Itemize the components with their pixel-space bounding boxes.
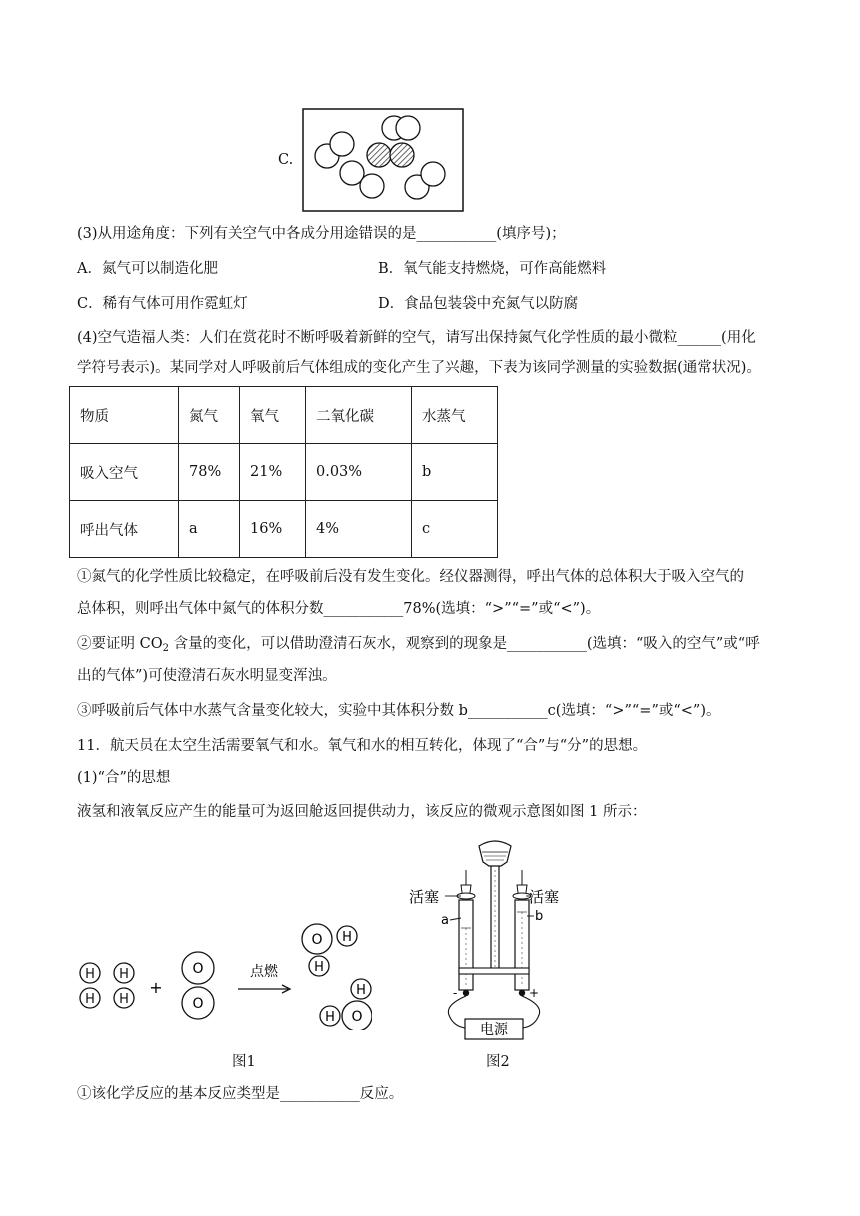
atom-o: O [192, 996, 204, 1012]
left-valve-label: 活塞 [409, 888, 440, 906]
sub2-line2: 出的气体”)可使澄清石灰水明显变浑浊。 [77, 668, 337, 684]
minus-label: - [453, 986, 458, 1000]
table-cell: 吸入空气 [70, 444, 179, 501]
ignite-label: 点燃 [250, 964, 278, 980]
figure-2-caption: 图2 [486, 1054, 510, 1070]
table-cell: 4% [306, 501, 412, 558]
atom-h: H [85, 992, 95, 1007]
sub2-line1 [77, 634, 760, 659]
power-supply-label: 电源 [480, 1022, 508, 1038]
breath-data-table [69, 386, 498, 558]
label-a: a [441, 913, 449, 928]
atom-h: H [342, 930, 352, 945]
sub1-line1: ①氮气的化学性质比较稳定，在呼吸前后没有发生变化。经仪器测得，呼出气体的总体积大于吸入空气的 [77, 569, 744, 585]
q11-intro: 液氢和液氧反应产生的能量可为返回舱返回提供动力，该反应的微观示意图如图 1 所示： [77, 804, 647, 820]
label-b: b [535, 909, 544, 924]
negative-electrode [463, 990, 469, 996]
sub3-line: ③呼吸前后气体中水蒸气含量变化较大，实验中其体积分数 b___________c(选填：“>”“=”或“<”)。 [77, 703, 721, 719]
table-cell: b [412, 444, 498, 501]
plus-sign: + [149, 978, 163, 997]
atom-h: H [356, 983, 366, 998]
option-c-molecule-figure [302, 108, 464, 212]
q4-line2: 学符号表示)。某同学对人呼吸前后气体组成的变化产生了兴趣，下表为该同学测量的实验数据(通常状况)。 [77, 360, 761, 376]
sub2-text-a: ②要证明 CO [77, 636, 163, 652]
co2-subscript: 2 [162, 643, 169, 654]
water-reservoir [479, 841, 511, 866]
table-header-cell: 氮气 [179, 387, 240, 444]
atom-h: H [119, 967, 129, 982]
table-row [70, 501, 498, 558]
figure-2-electrolysis [405, 830, 575, 1045]
table-header-cell: 水蒸气 [412, 387, 498, 444]
q3-option-d: D．食品包装袋中充氮气以防腐 [378, 296, 579, 312]
q3-option-c: C．稀有气体可用作霓虹灯 [77, 296, 248, 312]
table-cell: 呼出气体 [70, 501, 179, 558]
option-c-label: C. [278, 152, 294, 168]
reaction-arrow [238, 985, 290, 993]
atom-o: O [192, 961, 204, 977]
atom-h: H [85, 967, 95, 982]
sub1-line2: 总体积，则呼出气体中氮气的体积分数___________78%(选填：“>”“=”或“<”)。 [77, 601, 601, 617]
atom-o: O [351, 1009, 363, 1025]
table-header-cell: 氧气 [240, 387, 306, 444]
q11-stem: 11．航天员在太空生活需要氧气和水。氧气和水的相互转化，体现了“合”与“分”的思想。 [77, 738, 648, 754]
table-header-cell: 二氧化碳 [306, 387, 412, 444]
atom-o: O [311, 932, 323, 948]
right-valve-label: 活塞 [529, 888, 560, 906]
atom-h: H [119, 992, 129, 1007]
positive-electrode [519, 990, 525, 996]
table-header-row [70, 387, 498, 444]
q11-question1: ①该化学反应的基本反应类型是___________反应。 [77, 1086, 404, 1102]
q3-stem: (3)从用途角度：下列有关空气中各成分用途错误的是___________(填序号)； [77, 226, 566, 242]
q4-line1: (4)空气造福人类：人们在赏花时不断呼吸着新鲜的空气，请写出保持氮气化学性质的最小微粒______(用化 [77, 330, 756, 346]
table-row [70, 444, 498, 501]
plus-label: + [529, 986, 540, 1000]
table-cell: a [179, 501, 240, 558]
table-cell: 21% [240, 444, 306, 501]
table-header-cell: 物质 [70, 387, 179, 444]
figure-1-reaction [72, 910, 372, 1030]
sub2-text-b: 含量的变化，可以借助澄清石灰水，观察到的现象是___________(选填：“吸入的空气”或“呼 [168, 636, 760, 652]
table-cell: 0.03% [306, 444, 412, 501]
q3-option-b: B．氧气能支持燃烧，可作高能燃料 [378, 261, 607, 277]
q11-part1: (1)“合”的思想 [77, 770, 171, 786]
figure-1-caption: 图1 [232, 1054, 256, 1070]
table-cell: c [412, 501, 498, 558]
table-cell: 78% [179, 444, 240, 501]
table-cell: 16% [240, 501, 306, 558]
atom-h: H [314, 960, 324, 975]
atom-h: H [325, 1010, 335, 1025]
q3-option-a: A．氮气可以制造化肥 [77, 261, 218, 277]
